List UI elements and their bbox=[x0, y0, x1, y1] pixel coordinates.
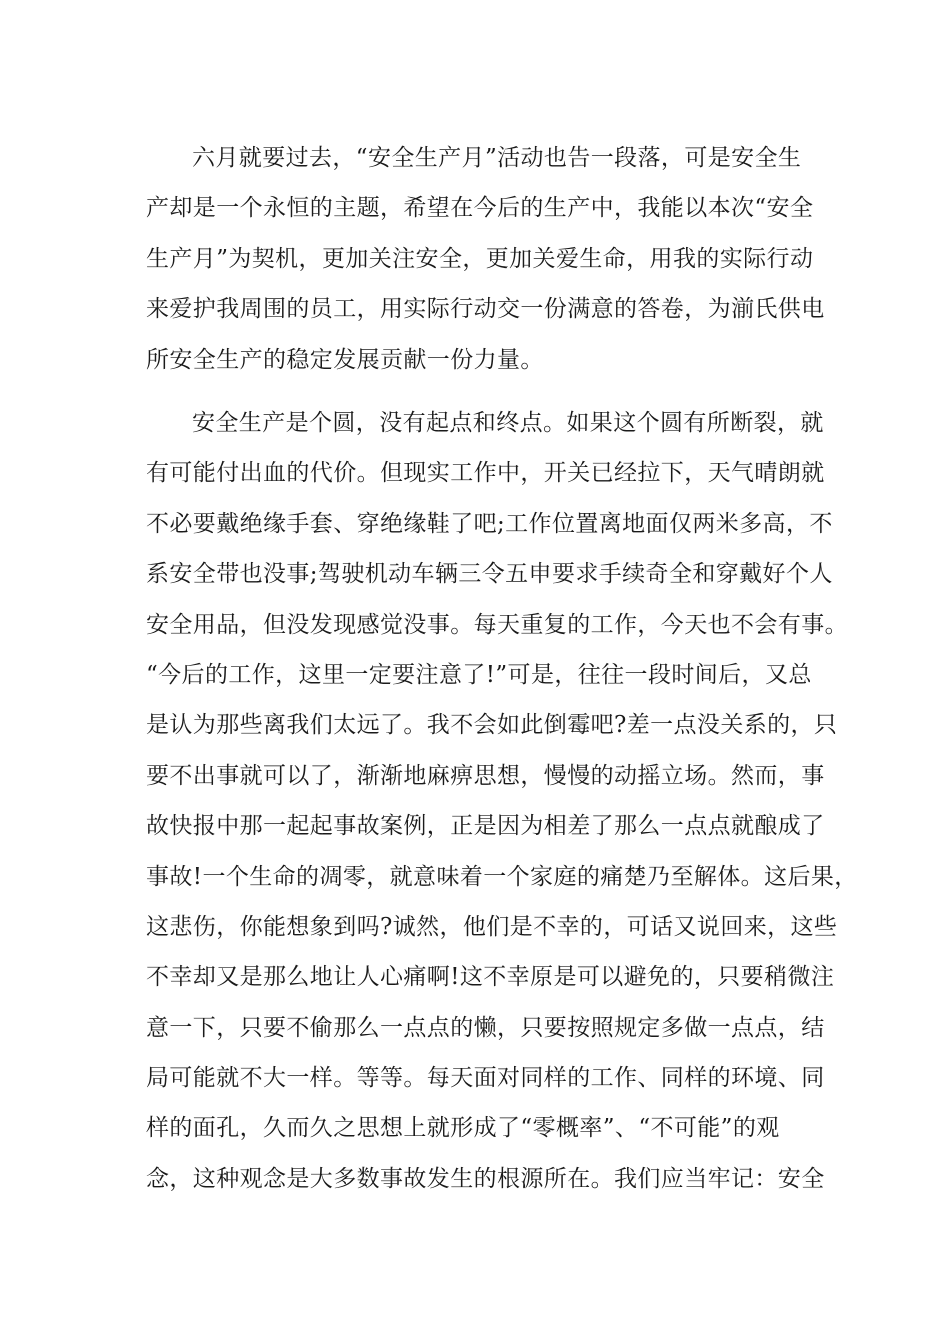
paragraph-line: 六月就要过去，“安全生产月”活动也告一段落，可是安全生 bbox=[192, 145, 802, 171]
paragraph-line: “今后的工作，这里一定要注意了!”可是，往往一段时间后，又总 bbox=[146, 661, 812, 688]
paragraph-line: 来爱护我周围的员工，用实际行动交一份满意的答卷，为湔氏供电 bbox=[146, 296, 825, 323]
paragraph-line: 安全生产是个圆，没有起点和终点。如果这个圆有所断裂，就 bbox=[192, 410, 824, 436]
paragraph-line: 安全用品，但没发现感觉没事。每天重复的工作，今天也不会有事。 bbox=[146, 611, 848, 638]
paragraph-line: 意一下，只要不偷那么一点点的懒，只要按照规定多做一点点，结 bbox=[146, 1014, 825, 1041]
paragraph-line: 这悲伤，你能想象到吗?诚然，他们是不幸的，可话又说回来，这些 bbox=[146, 913, 838, 940]
paragraph-line: 事故!一个生命的凋零，就意味着一个家庭的痛楚乃至解体。这后果， bbox=[146, 863, 858, 890]
paragraph-line: 样的面孔，久而久之思想上就形成了“零概率”、“不可能”的观 bbox=[146, 1115, 780, 1142]
paragraph-line: 所安全生产的稳定发展贡献一份力量。 bbox=[146, 346, 544, 373]
paragraph-line: 产却是一个永恒的主题，希望在今后的生产中，我能以本次“安全 bbox=[146, 195, 814, 222]
paragraph-line: 要不出事就可以了，渐渐地麻痹思想，慢慢的动摇立场。然而，事 bbox=[146, 762, 825, 789]
paragraph-line: 系安全带也没事;驾驶机动车辆三令五申要求手续奇全和穿戴好个人 bbox=[146, 561, 833, 588]
paragraph-line: 故快报中那一起起事故案例，正是因为相差了那么一点点就酿成了 bbox=[146, 813, 825, 840]
paragraph-line: 不必要戴绝缘手套、穿绝缘鞋了吧;工作位置离地面仅两米多高，不 bbox=[146, 510, 833, 537]
paragraph-line: 不幸却又是那么地让人心痛啊!这不幸原是可以避免的，只要稍微注 bbox=[146, 964, 835, 991]
paragraph-line: 局可能就不大一样。等等。每天面对同样的工作、同样的环境、同 bbox=[146, 1065, 825, 1092]
paragraph-line: 生产月”为契机，更加关注安全，更加关爱生命，用我的实际行动 bbox=[146, 245, 814, 272]
paragraph-2 bbox=[146, 398, 858, 1204]
paragraph-line: 念，这种观念是大多数事故发生的根源所在。我们应当牢记：安全 bbox=[146, 1165, 825, 1192]
paragraph-line: 有可能付出血的代价。但现实工作中，开关已经拉下，天气晴朗就 bbox=[146, 460, 825, 487]
paragraph-line: 是认为那些离我们太远了。我不会如此倒霉吧?差一点没关系的，只 bbox=[146, 712, 838, 739]
paragraph-1 bbox=[146, 133, 825, 385]
